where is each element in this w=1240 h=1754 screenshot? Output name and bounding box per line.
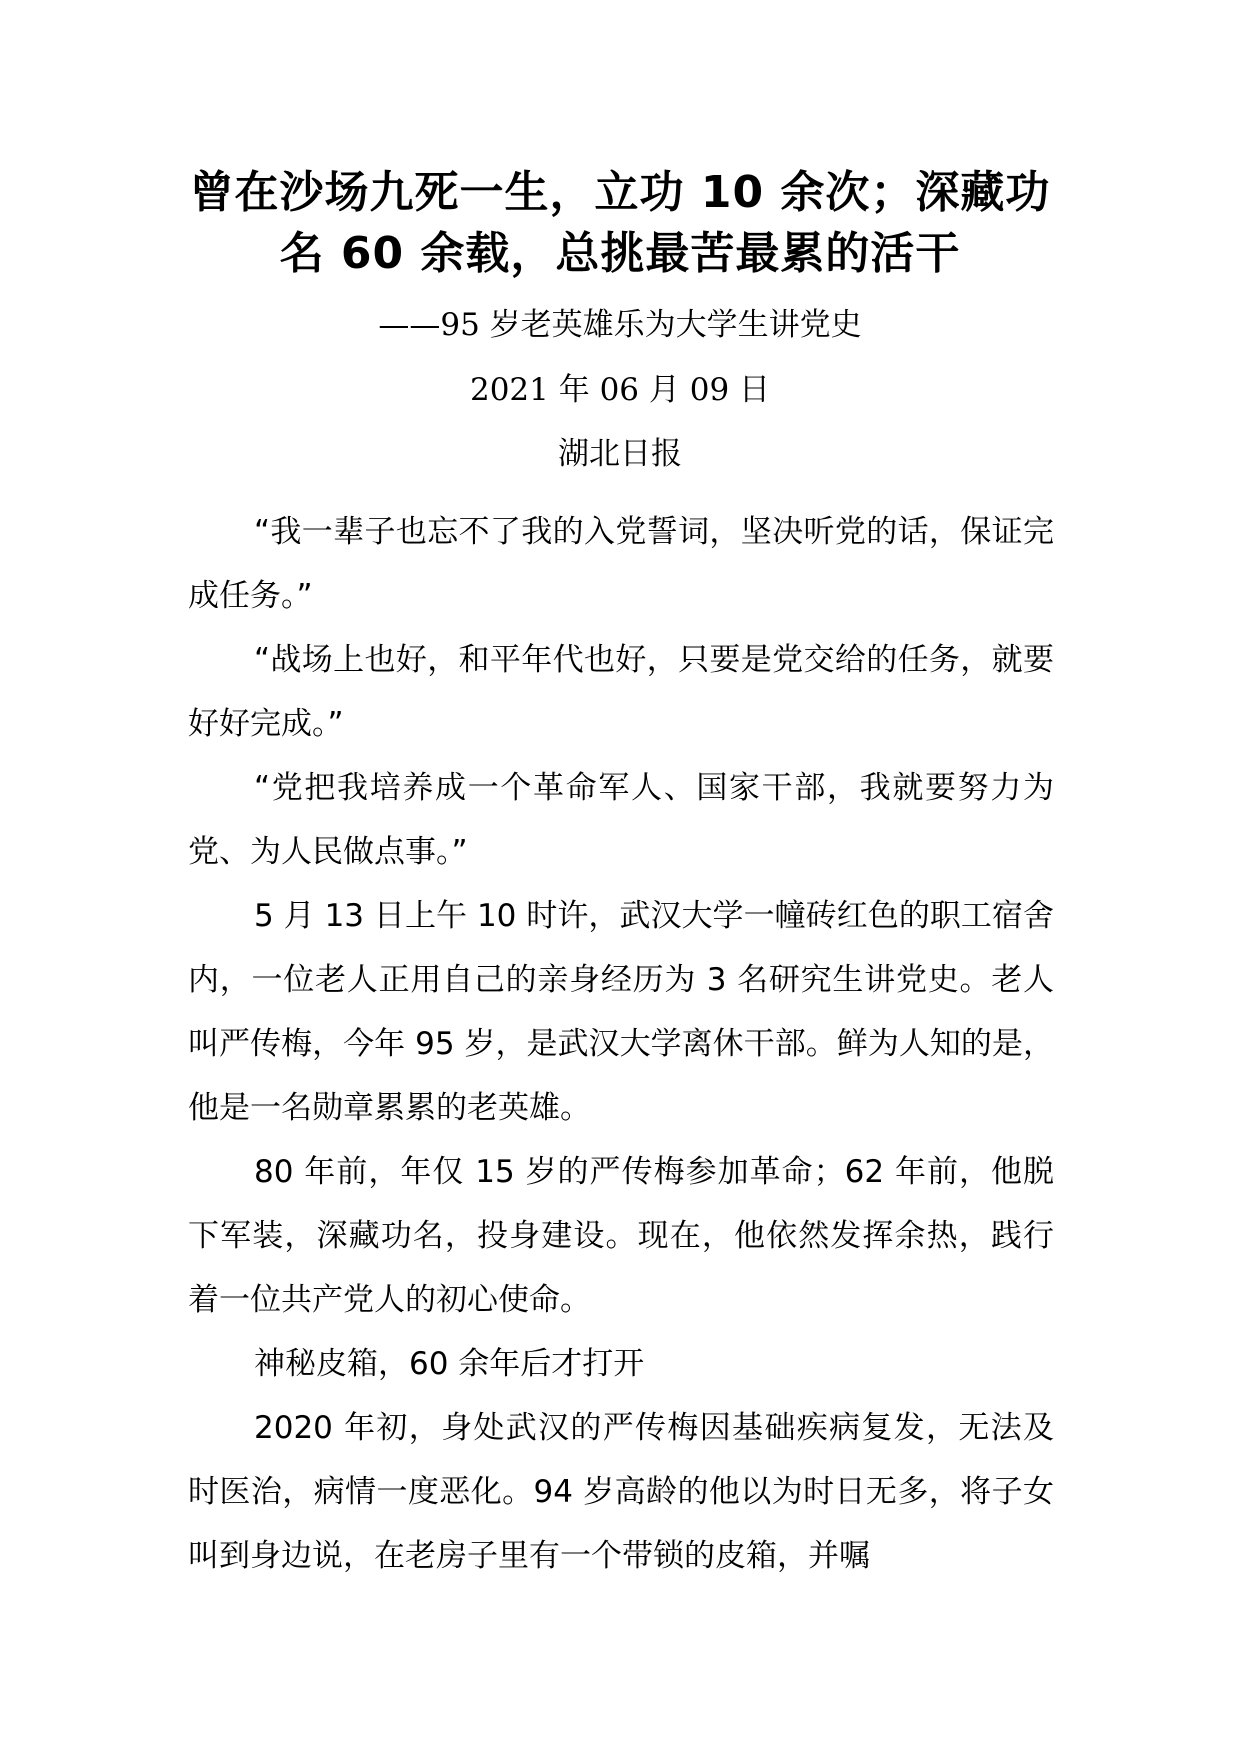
paragraph-quote-2: “战场上也好，和平年代也好，只要是党交给的任务，就要好好完成。” [188, 642, 1054, 742]
title-line-2: 名 60 余载，总挑最苦最累的活干 [279, 228, 961, 279]
paragraph-intro: 5 月 13 日上午 10 时许，武汉大学一幢砖红色的职工宿舍内，一位老人正用自己的亲身经历为 3 名研究生讲党史。老人叫严传梅，今年 95 岁，是武汉大学离休干部。鲜为人知的是，他是一名勋章累累的老英雄。 [188, 898, 1054, 1126]
paragraph-quote-1: “我一辈子也忘不了我的入党誓词，坚决听党的话，保证完成任务。” [188, 514, 1054, 614]
article-body [188, 500, 1054, 1588]
article-title [150, 162, 1090, 284]
section-heading: 神秘皮箱，60 余年后才打开 [254, 1346, 645, 1382]
article-subtitle: ——95 岁老英雄乐为大学生讲党史 [378, 307, 862, 343]
paragraph-quote-3: “党把我培养成一个革命军人、国家干部，我就要努力为党、为人民做点事。” [188, 770, 1054, 870]
publish-date: 2021 年 06 月 09 日 [469, 372, 771, 408]
paragraph-section-body: 2020 年初，身处武汉的严传梅因基础疾病复发，无法及时医治，病情一度恶化。94 岁高龄的他以为时日无多，将子女叫到身边说，在老房子里有一个带锁的皮箱，并嘱 [188, 1410, 1054, 1574]
paragraph-history: 80 年前，年仅 15 岁的严传梅参加革命；62 年前，他脱下军装，深藏功名，投身建设。现在，他依然发挥余热，践行着一位共产党人的初心使命。 [188, 1154, 1054, 1318]
title-line-1: 曾在沙场九死一生，立功 10 余次；深藏功 [189, 167, 1051, 218]
publication-source: 湖北日报 [558, 436, 682, 472]
